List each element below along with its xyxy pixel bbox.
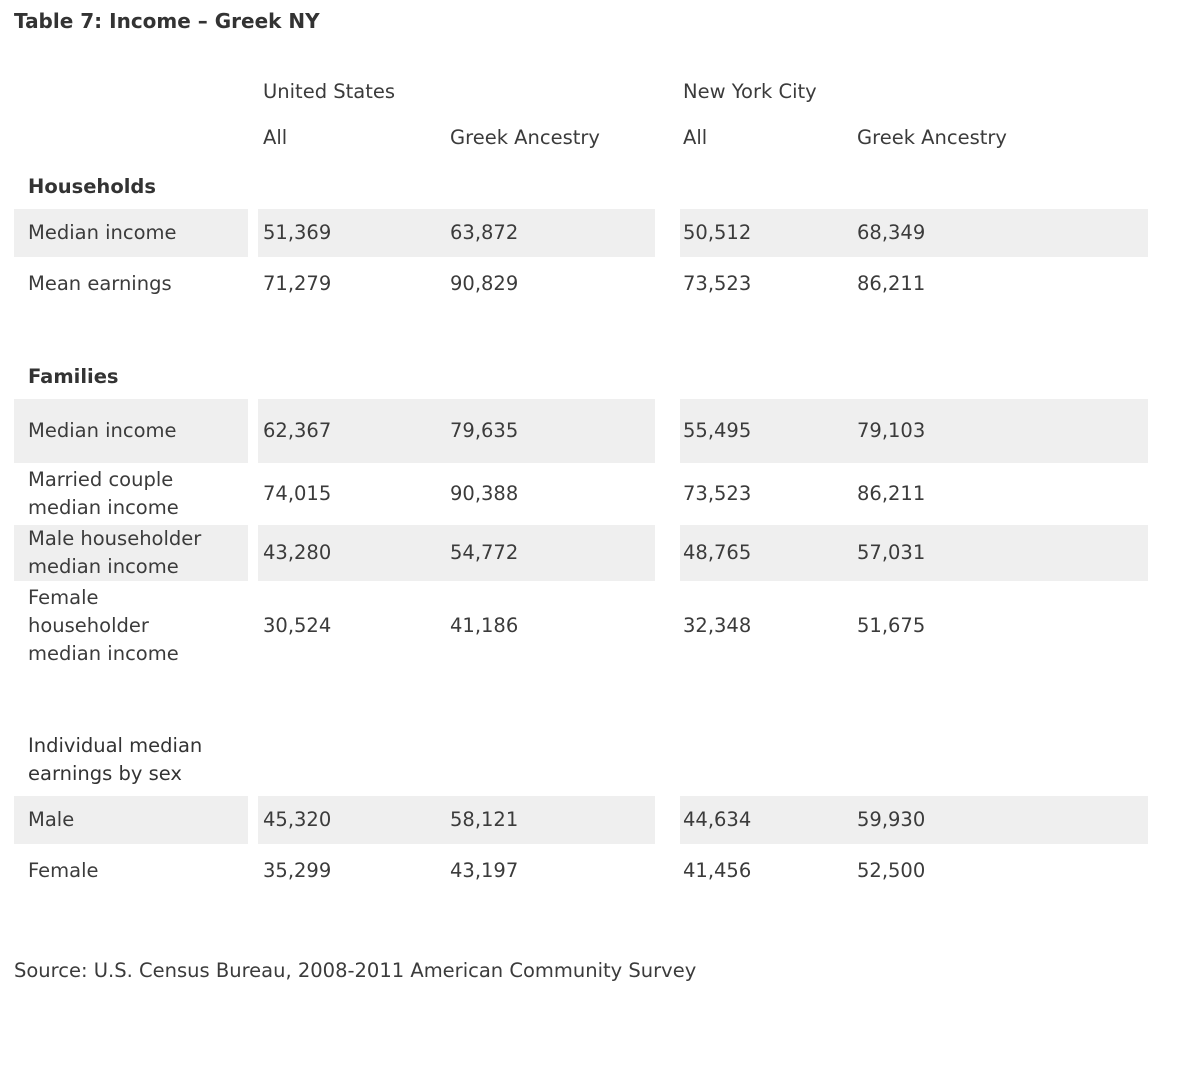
value-us-all: 45,320 [263, 808, 332, 831]
nyc-sub-columns [680, 126, 1148, 150]
value-nyc-greek-ancestry: 68,349 [857, 221, 926, 244]
nyc-value-block [680, 209, 1148, 257]
column-group-header-row [14, 80, 1200, 104]
value-us-all: 62,367 [263, 419, 332, 442]
row-label: Male [14, 796, 248, 844]
value-us-greek-ancestry: 63,872 [450, 221, 519, 244]
table-section [14, 173, 1200, 308]
table-section [14, 363, 1200, 668]
row-label: Male householder median income [14, 525, 248, 581]
subcol-us-greek-ancestry: Greek Ancestry [450, 126, 600, 149]
value-nyc-all: 32,348 [683, 614, 752, 637]
value-us-all: 71,279 [263, 272, 332, 295]
col-group-new-york-city: New York City [683, 80, 817, 103]
section-heading: Individual median earnings by sex [28, 734, 203, 785]
income-table [14, 80, 1200, 895]
nyc-column-group [680, 80, 1148, 104]
section-heading: Families [28, 365, 119, 388]
value-nyc-greek-ancestry: 86,211 [857, 482, 926, 505]
header-spacer [14, 126, 248, 150]
table-row [14, 466, 1200, 522]
value-nyc-greek-ancestry: 51,675 [857, 614, 926, 637]
value-nyc-all: 55,495 [683, 419, 752, 442]
value-nyc-greek-ancestry: 57,031 [857, 541, 926, 564]
us-value-block [258, 525, 655, 581]
value-nyc-greek-ancestry: 52,500 [857, 859, 926, 882]
us-value-block [258, 584, 655, 668]
us-sub-columns [258, 126, 655, 150]
value-us-greek-ancestry: 79,635 [450, 419, 519, 442]
us-value-block [258, 847, 655, 895]
value-nyc-greek-ancestry: 79,103 [857, 419, 926, 442]
table-row [14, 796, 1200, 844]
value-us-all: 35,299 [263, 859, 332, 882]
value-us-all: 43,280 [263, 541, 332, 564]
nyc-value-block [680, 260, 1148, 308]
us-value-block [258, 260, 655, 308]
us-value-block [258, 796, 655, 844]
value-us-all: 51,369 [263, 221, 332, 244]
value-nyc-all: 50,512 [683, 221, 752, 244]
row-label: Female householder median income [28, 586, 179, 665]
table-row [14, 209, 1200, 257]
value-us-all: 74,015 [263, 482, 332, 505]
value-us-greek-ancestry: 58,121 [450, 808, 519, 831]
table-section [14, 732, 1200, 895]
nyc-value-block [680, 847, 1148, 895]
row-label: Female [28, 859, 99, 882]
value-us-greek-ancestry: 43,197 [450, 859, 519, 882]
table-row [14, 525, 1200, 581]
sub-column-header-row [14, 126, 1200, 150]
value-us-greek-ancestry: 41,186 [450, 614, 519, 637]
nyc-value-block [680, 796, 1148, 844]
us-value-block [258, 209, 655, 257]
value-nyc-all: 41,456 [683, 859, 752, 882]
table-body [14, 173, 1200, 895]
header-spacer [14, 80, 248, 104]
value-nyc-all: 48,765 [683, 541, 752, 564]
value-nyc-greek-ancestry: 59,930 [857, 808, 926, 831]
value-us-greek-ancestry: 90,388 [450, 482, 519, 505]
source-note: Source: U.S. Census Bureau, 2008-2011 American Community Survey [14, 959, 697, 982]
table-row [14, 847, 1200, 895]
row-label: Median income [14, 209, 248, 257]
row-label: Median income [14, 399, 248, 463]
section-heading: Households [28, 175, 156, 198]
value-nyc-greek-ancestry: 86,211 [857, 272, 926, 295]
us-column-group [258, 80, 655, 104]
table-title: Table 7: Income – Greek NY [14, 9, 320, 33]
value-nyc-all: 73,523 [683, 482, 752, 505]
nyc-value-block [680, 466, 1148, 522]
nyc-value-block [680, 584, 1148, 668]
value-us-greek-ancestry: 54,772 [450, 541, 519, 564]
table-row [14, 584, 1200, 668]
col-group-united-states: United States [263, 80, 396, 103]
row-label: Mean earnings [28, 272, 172, 295]
subcol-us-all: All [263, 126, 288, 149]
value-nyc-all: 44,634 [683, 808, 752, 831]
nyc-value-block [680, 525, 1148, 581]
subcol-nyc-greek-ancestry: Greek Ancestry [857, 126, 1007, 149]
nyc-value-block [680, 399, 1148, 463]
value-nyc-all: 73,523 [683, 272, 752, 295]
us-value-block [258, 466, 655, 522]
table-row [14, 260, 1200, 308]
value-us-all: 30,524 [263, 614, 332, 637]
table-row [14, 399, 1200, 463]
subcol-nyc-all: All [683, 126, 708, 149]
value-us-greek-ancestry: 90,829 [450, 272, 519, 295]
us-value-block [258, 399, 655, 463]
row-label: Married couple median income [28, 468, 179, 519]
